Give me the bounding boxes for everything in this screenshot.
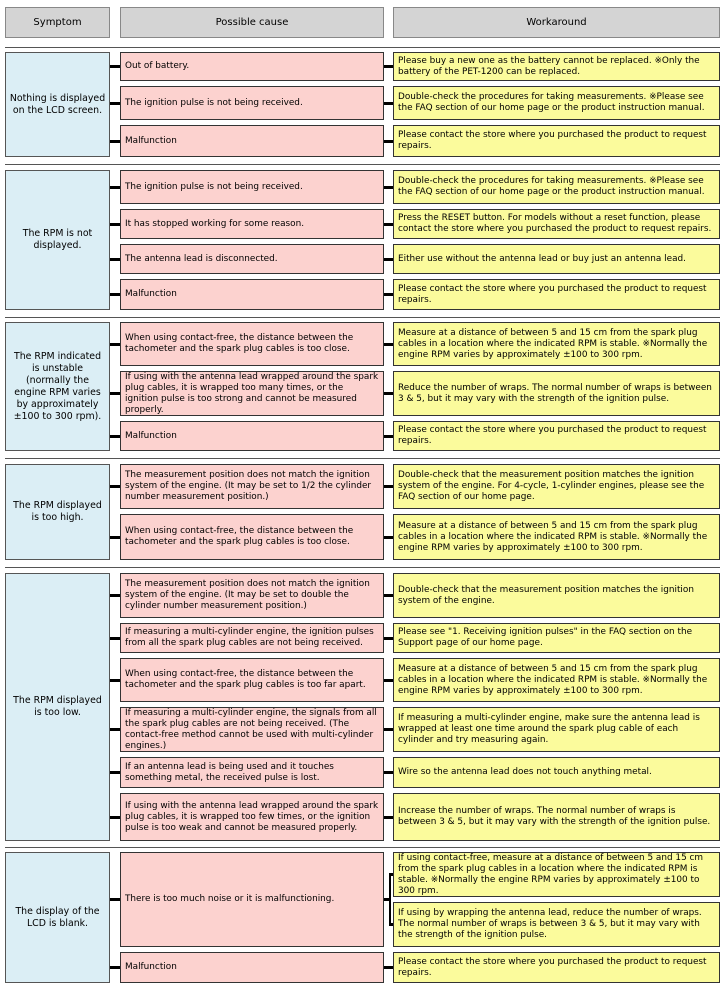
cause-text: There is too much noise or it is malfunctioning. (125, 894, 335, 904)
cause-text: Malfunction (125, 289, 177, 299)
cause-cell (120, 209, 384, 239)
workaround-cell (393, 209, 720, 239)
connector-line (110, 293, 120, 296)
workaround-text: Measure at a distance of between 5 and 15 cm from the spark plug cables in a location where the indicated RPM is stable. ※Normally the engine RPM varies by approximately ±100 to 300 rpm. (398, 327, 708, 360)
connector-line (110, 637, 120, 640)
cause-text: Malfunction (125, 962, 177, 972)
connector-line (110, 186, 120, 189)
section-divider (5, 47, 720, 48)
connector-line (110, 140, 120, 143)
connector-line (384, 140, 393, 143)
cause-cell (120, 421, 384, 451)
workaround-text: Double-check that the measurement position matches the ignition system of the engine. For 4-cycle, 1-cylinder engines, please see the FAQ section of our home page. (398, 470, 705, 502)
workaround-cell (393, 902, 720, 947)
connector-line (110, 771, 120, 774)
workaround-cell (393, 514, 720, 560)
connector-line (110, 485, 120, 488)
workaround-cell (393, 852, 720, 897)
workaround-cell (393, 464, 720, 509)
cause-cell (120, 322, 384, 366)
workaround-text: If measuring a multi-cylinder engine, make sure the antenna lead is wrapped at least one time around the spark plug cable of each cylinder and try measuring again. (398, 713, 700, 745)
connector-line (110, 258, 120, 261)
cause-text: The measurement position does not match the ignition system of the engine. (It may be set to double the cylinder number measurement position.) (125, 579, 370, 611)
workaround-text: Either use without the antenna lead or buy just an antenna lead. (398, 253, 687, 264)
workaround-cell (393, 757, 720, 788)
symptom-text: The RPM displayed is too high. (13, 500, 102, 523)
cause-text: When using contact-free, the distance between the tachometer and the spark plug cables is too close. (125, 333, 354, 354)
header-symptom (5, 7, 110, 38)
cause-cell (120, 371, 384, 416)
cause-cell (120, 244, 384, 274)
cause-text: Malfunction (125, 430, 177, 441)
workaround-cell (393, 371, 720, 416)
cause-text: The measurement position does not match the ignition system of the engine. (It may be set to 1/2 the cylinder number measurement position.) (125, 470, 372, 502)
workaround-text: Double-check the procedures for taking measurements. ※Please see the FAQ section of our home page or the product instruction manual. (398, 176, 705, 197)
connector-line (110, 898, 120, 901)
cause-cell (120, 125, 384, 157)
workaround-cell (393, 170, 720, 204)
connector-line (110, 594, 120, 597)
workaround-text: Please contact the store where you purchased the product to request repairs. (398, 956, 707, 978)
symptom-cell (5, 52, 110, 157)
connector-line (384, 223, 393, 226)
cause-text: The ignition pulse is not being received. (125, 181, 303, 192)
cause-cell (120, 170, 384, 204)
cause-text: When using contact-free, the distance between the tachometer and the spark plug cables is too far apart. (125, 669, 366, 690)
cause-text: The ignition pulse is not being received. (125, 97, 303, 108)
workaround-text: If using contact-free, measure at a distance of between 5 and 15 cm from the spark plug cables in a location where the indicated RPM is stable. ※Normally the engine RPM varies by approximately ±100 to 300 rpm. (398, 852, 704, 896)
workaround-cell (393, 658, 720, 702)
symptom-cell (5, 322, 110, 451)
workaround-text: Please buy a new one as the battery cannot be replaced. ※Only the battery of the PET-1200 can be replaced. (398, 55, 700, 77)
workaround-text: Double-check that the measurement position matches the ignition system of the engine. (398, 584, 694, 606)
connector-line (110, 679, 120, 682)
connector-line (384, 102, 393, 105)
workaround-text: Please contact the store where you purchased the product to request repairs. (398, 283, 707, 305)
workaround-cell (393, 421, 720, 451)
connector-line (384, 898, 390, 901)
cause-cell (120, 793, 384, 841)
cause-cell (120, 52, 384, 81)
cause-cell (120, 86, 384, 120)
connector-line (384, 728, 393, 731)
workaround-cell (393, 52, 720, 81)
connector-line (384, 594, 393, 597)
connector-line (384, 485, 393, 488)
symptom-cell (5, 170, 110, 310)
connector-line (384, 816, 393, 819)
connector-line (384, 392, 393, 395)
symptom-text: The display of the LCD is blank. (15, 905, 100, 929)
cause-text: The antenna lead is disconnected. (125, 253, 278, 264)
header-workaround (393, 7, 720, 38)
cause-cell (120, 852, 384, 947)
connector-line (110, 966, 120, 969)
cause-text: If measuring a multi-cylinder engine, the ignition pulses from all the spark plug cables are not being received. (125, 627, 374, 648)
connector-line (384, 65, 393, 68)
symptom-cell (5, 852, 110, 983)
cause-cell (120, 658, 384, 702)
workaround-text: Measure at a distance of between 5 and 15 cm from the spark plug cables in a location where the indicated RPM is stable. ※Normally the engine RPM varies by approximately ±100 to 300 rpm. (398, 520, 708, 553)
cause-cell (120, 279, 384, 310)
workaround-text: Reduce the number of wraps. The normal number of wraps is between 3 & 5, but it may vary with the strength of the ignition pulse. (398, 382, 712, 404)
connector-line (384, 966, 393, 969)
workaround-text: Please contact the store where you purchased the product to request repairs. (398, 130, 707, 151)
workaround-cell (393, 86, 720, 120)
cause-cell (120, 952, 384, 983)
workaround-cell (393, 125, 720, 157)
cause-text: It has stopped working for some reason. (125, 218, 305, 229)
connector-line (110, 343, 120, 346)
connector-line (384, 186, 393, 189)
header-cause-label: Possible cause (215, 17, 289, 28)
cause-text: If an antenna lead is being used and it touches something metal, the received pulse is lost. (125, 761, 334, 783)
cause-text: If using with the antenna lead wrapped around the spark plug cables, it is wrapped too few times, or the ignition pulse is too weak and cannot be measured properly. (125, 800, 379, 833)
workaround-cell (393, 793, 720, 841)
workaround-text: Please see "1. Receiving ignition pulses" in the FAQ section on the Support page of our home page. (398, 627, 693, 648)
cause-text: Out of battery. (125, 61, 190, 71)
workaround-cell (393, 322, 720, 366)
symptom-text: Nothing is displayed on the LCD screen. (9, 92, 106, 116)
workaround-cell (393, 573, 720, 618)
connector-line (110, 728, 120, 731)
symptom-text: The RPM displayed is too low. (13, 695, 102, 718)
symptom-cell (5, 573, 110, 841)
workaround-cell (393, 952, 720, 983)
cause-text: If using with the antenna lead wrapped around the spark plug cables, it is wrapped too many times, or the ignition pulse is too strong and cannot be measured properly. (125, 371, 379, 415)
workaround-text: Double-check the procedures for taking measurements. ※Please see the FAQ section of our home page or the product instruction manual. (398, 92, 705, 113)
cause-text: Malfunction (125, 135, 177, 146)
connector-line (389, 873, 393, 876)
workaround-text: Please contact the store where you purchased the product to request repairs. (398, 425, 707, 446)
symptom-cell (5, 464, 110, 560)
workaround-cell (393, 707, 720, 752)
connector-line (110, 435, 120, 438)
section-divider (5, 567, 720, 568)
workaround-text: Increase the number of wraps. The normal number of wraps is between 3 & 5, but it may vary with the strength of the ignition pulse. (398, 806, 711, 827)
workaround-text: Wire so the antenna lead does not touch anything metal. (398, 767, 652, 777)
workaround-text: If using by wrapping the antenna lead, reduce the number of wraps. The normal number of wraps is between 3 & 5, but it may vary with the strength of the ignition pulse. (398, 908, 702, 940)
connector-line (384, 771, 393, 774)
cause-text: If measuring a multi-cylinder engine, the signals from all the spark plug cables are not being received. (The contact-free method cannot be used with multi-cylinder engines.) (125, 707, 377, 751)
cause-cell (120, 707, 384, 752)
section-divider (5, 164, 720, 165)
connector-line (110, 102, 120, 105)
connector-line (110, 536, 120, 539)
connector-line (384, 679, 393, 682)
connector-line (384, 637, 393, 640)
connector-line (384, 293, 393, 296)
connector-line (384, 258, 393, 261)
connector-line (384, 435, 393, 438)
connector-line (389, 923, 393, 926)
cause-cell (120, 514, 384, 560)
cause-cell (120, 623, 384, 653)
workaround-text: Press the RESET button. For models without a reset function, please contact the store where you purchased the product to request repairs. (398, 213, 712, 234)
cause-cell (120, 464, 384, 509)
workaround-cell (393, 279, 720, 310)
connector-line (384, 536, 393, 539)
workaround-cell (393, 244, 720, 274)
header-cause (120, 7, 384, 38)
connector-line (110, 65, 120, 68)
header-symptom-label: Symptom (33, 17, 82, 28)
workaround-text: Measure at a distance of between 5 and 15 cm from the spark plug cables in a location where the indicated RPM is stable. ※Normally the engine RPM varies by approximately ±100 to 300 rpm. (398, 663, 708, 696)
connector-line (110, 816, 120, 819)
connector-line (110, 392, 120, 395)
cause-text: When using contact-free, the distance between the tachometer and the spark plug cables is too close. (125, 526, 354, 547)
section-divider (5, 317, 720, 318)
symptom-text: The RPM is not displayed. (22, 228, 93, 251)
cause-cell (120, 757, 384, 788)
cause-cell (120, 573, 384, 618)
connector-line (384, 343, 393, 346)
header-workaround-label: Workaround (526, 17, 587, 28)
section-divider (5, 458, 720, 459)
workaround-cell (393, 623, 720, 653)
connector-line (110, 223, 120, 226)
section-divider (5, 847, 720, 848)
symptom-text: The RPM indicated is unstable (normally the engine RPM varies by approximately ±100 to 300 rpm). (13, 350, 102, 422)
